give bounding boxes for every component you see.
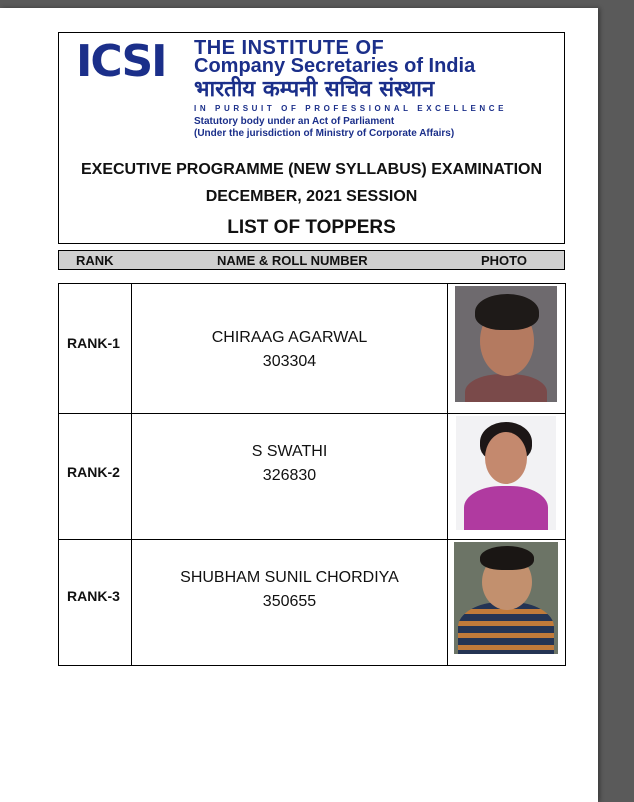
photo-hair: [480, 546, 534, 570]
document-page: [0, 8, 598, 802]
rank-cell: [59, 540, 132, 665]
topper-name: CHIRAAG AGARWAL: [211, 329, 368, 346]
rank-cell: [59, 284, 132, 413]
rank-label: RANK-1: [67, 335, 120, 351]
photo-cell: [448, 284, 565, 413]
toppers-table: [58, 283, 566, 666]
photo-cell: [448, 414, 565, 539]
org-motto: IN PURSUIT OF PROFESSIONAL EXCELLENCE: [194, 104, 508, 113]
topper-name: S SWATHI: [251, 443, 328, 460]
column-header-row: [58, 250, 565, 270]
photo-shirt: [464, 486, 548, 530]
roll-number: 303304: [262, 353, 317, 370]
column-header-name: NAME & ROLL NUMBER: [217, 253, 368, 268]
org-name-line1: THE INSTITUTE OF: [194, 37, 385, 59]
name-cell: [132, 540, 448, 665]
table-row: [58, 413, 566, 540]
jurisdiction-note: (Under the jurisdiction of Ministry of Corporate Affairs): [194, 128, 455, 139]
icsi-logo: ICSI: [76, 36, 166, 87]
name-cell: [132, 414, 448, 539]
column-header-rank: RANK: [76, 253, 114, 268]
rank-label: RANK-2: [67, 464, 120, 480]
exam-session: DECEMBER, 2021 SESSION: [205, 188, 418, 205]
list-title: LIST OF TOPPERS: [227, 217, 396, 238]
exam-title: EXECUTIVE PROGRAMME (NEW SYLLABUS) EXAMINATION: [80, 161, 543, 178]
topper-photo: [456, 416, 556, 530]
photo-hair: [475, 294, 539, 330]
statutory-note: Statutory body under an Act of Parliament: [194, 116, 395, 127]
org-name-line2: Company Secretaries of India: [194, 55, 476, 77]
org-name-hindi: भारतीय कम्पनी सचिव संस्थान: [194, 77, 435, 102]
photo-cell: [448, 540, 565, 665]
topper-photo: [454, 542, 558, 654]
rank-cell: [59, 414, 132, 539]
letterhead: [58, 32, 565, 244]
name-cell: [132, 284, 448, 413]
rank-label: RANK-3: [67, 588, 120, 604]
table-row: [58, 283, 566, 414]
table-row: [58, 539, 566, 666]
topper-name: SHUBHAM SUNIL CHORDIYA: [180, 569, 399, 586]
topper-photo: [455, 286, 557, 402]
photo-face: [485, 432, 527, 484]
roll-number: 326830: [262, 467, 317, 484]
photo-shirt: [465, 374, 547, 402]
roll-number: 350655: [262, 593, 317, 610]
column-header-photo: PHOTO: [481, 253, 527, 268]
